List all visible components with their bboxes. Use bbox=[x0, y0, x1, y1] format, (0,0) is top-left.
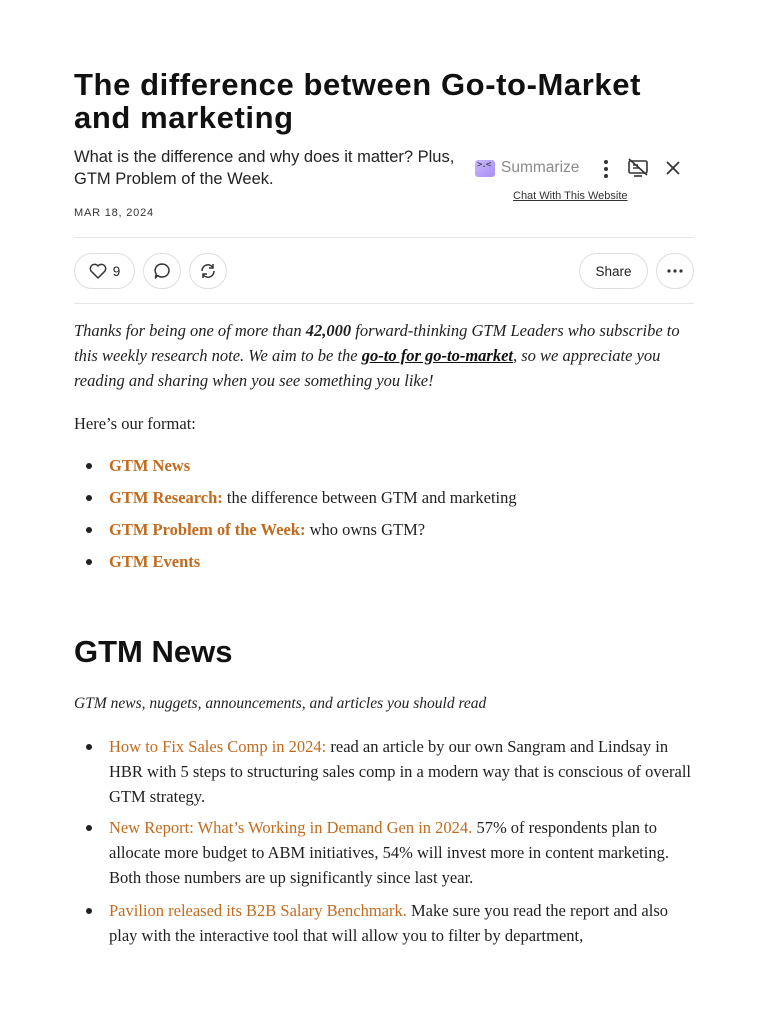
section-heading: GTM News bbox=[74, 634, 233, 669]
format-list bbox=[74, 453, 696, 574]
intro-text: forward-thinking GTM Leaders who subscribe to this weekly research note. We aim to be the bbox=[74, 321, 680, 365]
divider bbox=[74, 237, 694, 238]
news-link-salary-benchmark[interactable]: Pavilion released its B2B Salary Benchmark. bbox=[109, 901, 407, 920]
list-item bbox=[74, 453, 696, 478]
list-item bbox=[74, 898, 696, 948]
summarize-logo-icon bbox=[475, 160, 495, 177]
news-link-sales-comp[interactable]: How to Fix Sales Comp in 2024: bbox=[109, 737, 327, 756]
post-date: MAR 18, 2024 bbox=[74, 207, 154, 219]
list-item bbox=[74, 815, 696, 890]
more-vertical-icon[interactable] bbox=[603, 160, 609, 178]
more-horizontal-icon bbox=[666, 269, 684, 273]
comment-button[interactable] bbox=[143, 253, 181, 289]
list-item-text: the difference between GTM and marketing bbox=[222, 488, 517, 507]
comment-icon bbox=[153, 262, 171, 280]
list-item-text: Make sure you read the report and also play with the interactive tool that will allow you to filter by department, bbox=[109, 901, 669, 945]
post-title: The difference between Go-to-Market and marketing bbox=[74, 67, 642, 135]
summarize-label: Summarize bbox=[501, 159, 580, 176]
format-link-gtm-news[interactable]: GTM News bbox=[109, 456, 191, 475]
format-link-gtm-research[interactable]: GTM Research: bbox=[109, 488, 223, 507]
list-item-text: 57% of respondents plan to allocate more budget to ABM initiatives, 54% will invest more in content marketing. Both those numbers are up significantly since last year. bbox=[109, 818, 669, 887]
intro-text: Thanks for being one of more than bbox=[74, 321, 306, 340]
like-count: 9 bbox=[112, 263, 121, 279]
share-button[interactable]: Share bbox=[579, 253, 648, 289]
format-link-problem-of-week[interactable]: GTM Problem of the Week: bbox=[109, 520, 306, 539]
chat-with-website-link[interactable]: Chat With This Website bbox=[513, 190, 628, 202]
divider bbox=[74, 303, 694, 304]
news-link-demand-gen-report[interactable]: New Report: What’s Working in Demand Gen in 2024. bbox=[109, 818, 473, 837]
list-item-text: who owns GTM? bbox=[305, 520, 426, 539]
post-subtitle: What is the difference and why does it matter? Plus, GTM Problem of the Week. bbox=[74, 148, 455, 188]
section-subheading: GTM news, nuggets, announcements, and articles you should read bbox=[74, 695, 487, 712]
hide-screen-icon[interactable] bbox=[627, 158, 649, 178]
more-options-button[interactable] bbox=[656, 253, 694, 289]
summarize-widget bbox=[470, 148, 700, 208]
list-item bbox=[74, 485, 696, 510]
intro-paragraph bbox=[74, 318, 696, 393]
list-item bbox=[74, 549, 696, 574]
heart-icon bbox=[89, 263, 107, 279]
restack-icon bbox=[199, 262, 217, 280]
close-icon[interactable] bbox=[665, 160, 681, 176]
list-item bbox=[74, 517, 696, 542]
go-to-market-link[interactable]: go-to for go-to-market bbox=[361, 346, 513, 365]
restack-button[interactable] bbox=[189, 253, 227, 289]
list-item bbox=[74, 734, 696, 809]
summarize-button[interactable] bbox=[475, 157, 579, 179]
intro-text: , so we appreciate you reading and sharing when you see something you like! bbox=[74, 346, 661, 390]
format-link-gtm-events[interactable]: GTM Events bbox=[109, 552, 201, 571]
subscriber-count: 42,000 bbox=[305, 321, 352, 340]
news-list bbox=[74, 734, 696, 948]
list-item-text: read an article by our own Sangram and Lindsay in HBR with 5 steps to structuring sales comp in a modern way that is conscious of overall GTM strategy. bbox=[109, 737, 691, 806]
like-button[interactable] bbox=[74, 253, 135, 289]
format-label: Here’s our format: bbox=[74, 414, 196, 433]
